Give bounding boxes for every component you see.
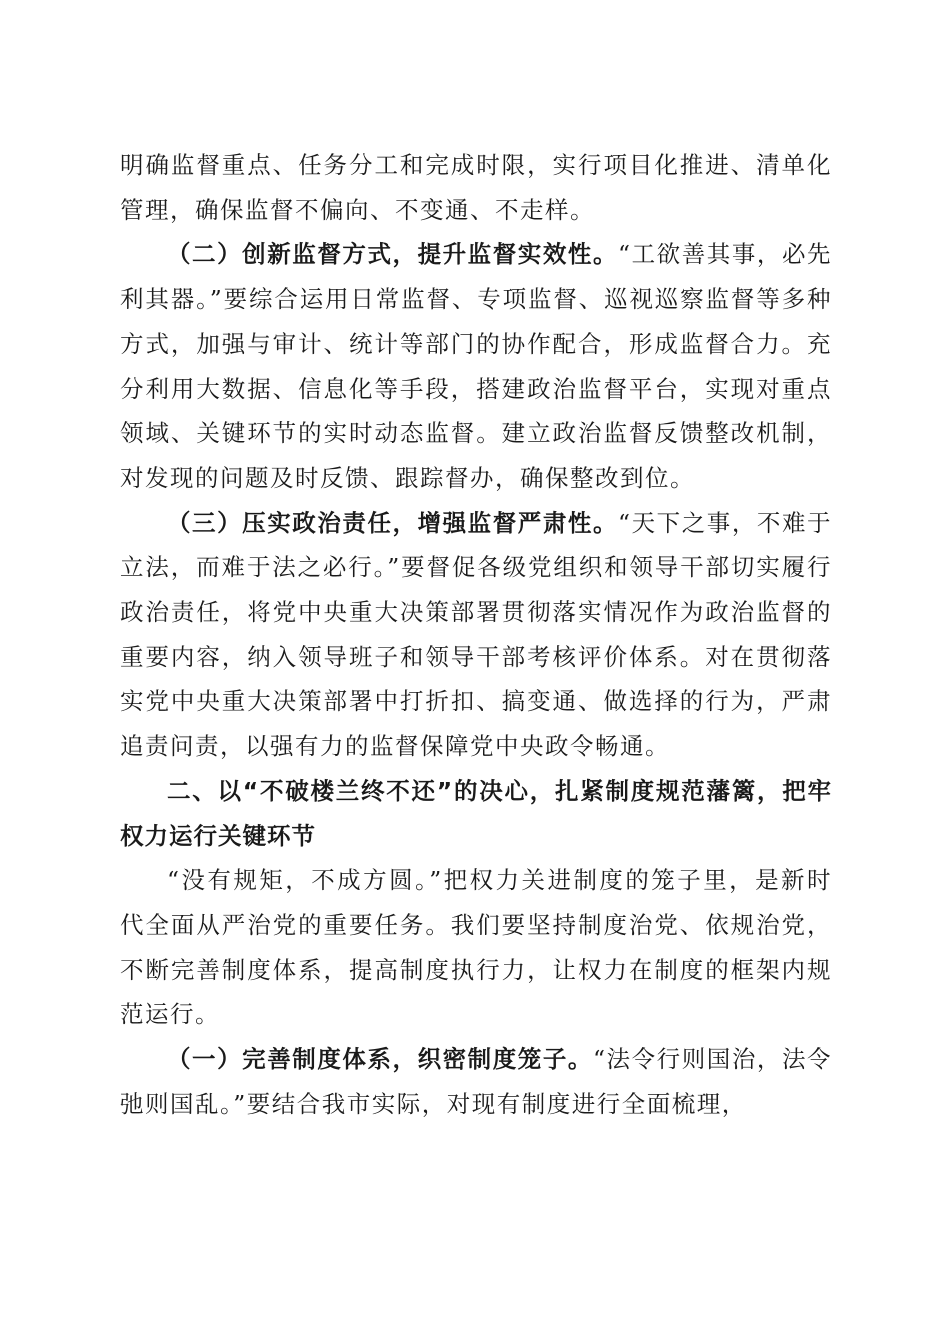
subsection-title: （二）创新监督方式，提升监督实效性。 — [167, 240, 619, 269]
paragraph-section-1-3 — [120, 501, 832, 769]
paragraph-section-2-1 — [120, 1037, 832, 1126]
subsection-body: “工欲善其事，必先利其器。”要综合运用日常监督、专项监督、巡视巡察监督等多种方式，加强与审计、统计等部门的协作配合，形成监督合力。充分利用大数据、信息化等手段，搭建政治监督平台，实现对重点领域、关键环节的实时动态监督。建立政治监督反馈整改机制，对发现的问题及时反馈、跟踪督办，确保整改到位。 — [120, 240, 833, 492]
subsection-body: “天下之事，不难于立法，而难于法之必行。”要督促各级党组织和领导干部切实履行政治责任，将党中央重大决策部署贯彻落实情况作为政治监督的重要内容，纳入领导班子和领导干部考核评价体系。对在贯彻落实党中央重大决策部署中打折扣、搞变通、做选择的行为，严肃追责问责，以强有力的监督保障党中央政令畅通。 — [120, 508, 833, 761]
section-heading: 二、以“不破楼兰终不还”的决心，扎紧制度规范藩篱，把牢权力运行关键环节 — [120, 776, 832, 850]
paragraph-section-2-intro: “没有规矩，不成方圆。”把权力关进制度的笼子里，是新时代全面从严治党的重要任务。我们要坚持制度治党、依规治党，不断完善制度体系，提高制度执行力，让权力在制度的框架内规范运行。 — [120, 866, 832, 1029]
document-body — [120, 143, 832, 1126]
subsection-body: “法令行则国治，法令弛则国乱。”要结合我市实际，对现有制度进行全面梳理， — [120, 1045, 833, 1118]
subsection-title: （一）完善制度体系，织密制度笼子。 — [167, 1045, 593, 1074]
subsection-title: （三）压实政治责任，增强监督严肃性。 — [167, 508, 619, 537]
paragraph-continuation: 明确监督重点、任务分工和完成时限，实行项目化推进、清单化管理，确保监督不偏向、不变通、不走样。 — [120, 151, 832, 224]
paragraph-section-1-2 — [120, 232, 832, 500]
